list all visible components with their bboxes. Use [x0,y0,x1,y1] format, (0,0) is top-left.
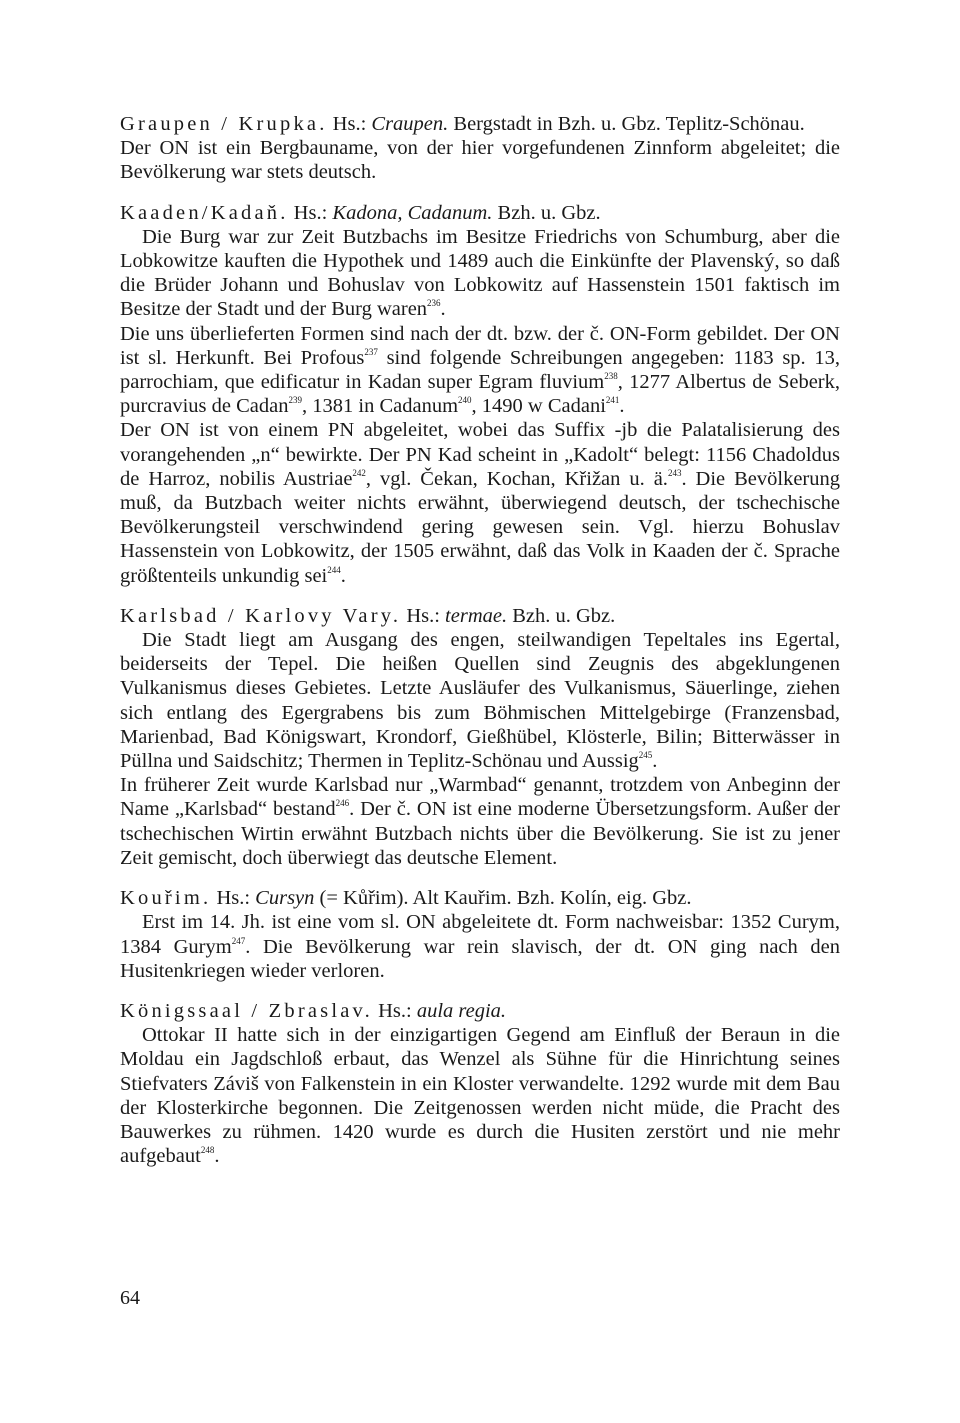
footnote-ref: 241 [605,395,620,406]
footnote-ref: 248 [200,1145,215,1156]
place-name: Karlsbad / Karlovy Vary. [120,604,402,627]
historic-form: Cursyn [255,887,315,910]
entry-kaaden [120,201,840,588]
page-number: 64 [120,1287,140,1309]
entry-heading: Kouřim. Hs.: Cursyn (= Kůřim). Alt Kauřim. Bzh. Kolín, eig. Gbz. [120,887,692,910]
footnote-ref: 247 [231,935,246,946]
footnote-ref: 244 [327,564,341,575]
footnote-ref: 236 [427,298,441,309]
entry-graupen [120,112,840,185]
footnote-ref: 239 [288,395,302,406]
entry-koenigssaal [120,999,840,1168]
historic-form: termae. [445,604,508,627]
footnote-ref: 245 [638,750,653,761]
place-name: Kaaden/Kadaň. [120,201,289,224]
footnote-ref: 243 [667,467,682,478]
footnote-ref: 242 [352,467,366,478]
paragraph: Der ON ist von einem PN abgeleitet, wobei das Suffix -jb die Palatalisierung des vorangehenden „n“ bewirkte. Der PN Kad scheint in „Kadolt“ belegt: 1156 Chadoldus de Harroz, nobilis Austriae$^{242}$, vgl. Čekan, Kochan, Křižan u. ä.$^{243}$. Die Bevölkerung muß, da Butzbach weiter nichts erwähnt, überwiegend deutsch, der tschechische Bevölkerungsteil verschwindend gering gewesen sein. Vgl. hierzu Bohuslav Hassenstein von Lobkowitz, der 1505 erwähnt, daß das Volk in Kaaden der č. Sprache größtenteils unkundig sei$^{244}$. [120,419,840,587]
place-name: Graupen / Krupka. [120,113,328,135]
place-name: Kouřim. [120,887,212,910]
historic-form: aula regia. [416,999,507,1022]
entry-heading: Karlsbad / Karlovy Vary. Hs.: termae. Bzh. u. Gbz. [120,604,616,627]
footnote-ref: 238 [604,371,618,382]
main-text [120,112,840,1184]
entry-heading: Kaaden/Kadaň. Hs.: Kadona, Cadanum. Bzh. u. Gbz. [120,201,601,224]
footnote-ref: 240 [458,395,472,406]
paragraph: Die Stadt liegt am Ausgang des engen, steilwandigen Tepeltales ins Egertal, beiderseits der Tepel. Die heißen Quellen sind Zeugnis des abgeklungenen Vulkanismus dieses Gebietes. Letzte Ausläufer des Vulkanismus, Säuerlinge, ziehen sich entlang des Egergrabens bis zum Böhmischen Mittelgebirge (Franzensbad, Marienbad, Bad Königswart, Krondorf, Gießhübel, Klösterle, Bilin; Bitterwässer in Püllna und Saidschitz; Thermen in Teplitz-Schönau und Aussig$^{245}$. [120,629,840,773]
paragraph: Der ON ist ein Bergbauname, von der hier vorgefundenen Zinnform abgeleitet; die Bevölkerung war stets deutsch. [120,137,840,184]
paragraph: In früherer Zeit wurde Karlsbad nur „Warmbad“ genannt, trotzdem von Anbeginn der Name „Karlsbad“ bestand$^{246}$. Der č. ON ist eine moderne Übersetzungsform. Außer der tschechischen Wirtin erwähnt Butzbach nichts über die Bevölkerung. Sie ist zu jener Zeit gemischt, doch überwiegt das deutsche Element. [120,774,840,869]
paragraph: Die Burg war zur Zeit Butzbachs im Besitze Friedrichs von Schumburg, aber die Lobkowitze kauften die Hypothek und 1489 auch die Einkünfte der Plavenský, so daß die Brüder Johann und Bohuslav von Lobkowitz auf Hassenstein 1501 faktisch im Besitze der Stadt und der Burg waren$^{236}$. [120,225,840,321]
entry-heading: Königssaal / Zbraslav. Hs.: aula regia. [120,999,507,1022]
entry-kourim [120,886,840,983]
paragraph: Die uns überlieferten Formen sind nach der dt. bzw. der č. ON-Form gebildet. Der ON ist sl. Herkunft. Bei Profous$^{237}$ sind folgende Schreibungen angegeben: 1183 sp. 13, parrochiam, que edificatur in Kadan super Egram fluvium$^{238}$, 1277 Albertus de Seberk, purcravius de Cadan$^{239}$, 1381 in Cadanum$^{240}$, 1490 w Cadani$^{241}$. [120,322,840,418]
historic-form: Craupen. [371,113,449,135]
place-name: Königssaal / Zbraslav. [120,999,373,1022]
entry-karlsbad [120,604,840,870]
footnote-ref: 237 [364,346,378,357]
paragraph: Ottokar II hatte sich in der einzigartigen Gegend am Einfluß der Beraun in die Moldau ein Jagdschloß erbaut, das Wenzel als Sühne für die Hinrichtung seines Stiefvaters Záviš von Falkenstein in ein Kloster verwandelte. 1292 wurde mit dem Bau der Klosterkirche begonnen. Die Zeitgenossen werden nicht müde, die Pracht des Bauwerkes zu rühmen. 1420 wurde es durch die Husiten zerstört und nie mehr aufgebaut$^{248}$. [120,1024,840,1168]
entry-heading: Graupen / Krupka. Hs.: Craupen. Bergstadt in Bzh. u. Gbz. Teplitz-Schönau. [120,113,805,135]
footnote-ref: 246 [335,798,350,809]
paragraph: Erst im 14. Jh. ist eine vom sl. ON abgeleitete dt. Form nachweisbar: 1352 Curym, 1384 Gurym$^{247}$. Die Bevölkerung war rein slavisch, der dt. ON ging nach den Husitenkriegen wieder verloren. [120,911,840,982]
historic-form: Kadona, Cadanum. [332,201,493,224]
